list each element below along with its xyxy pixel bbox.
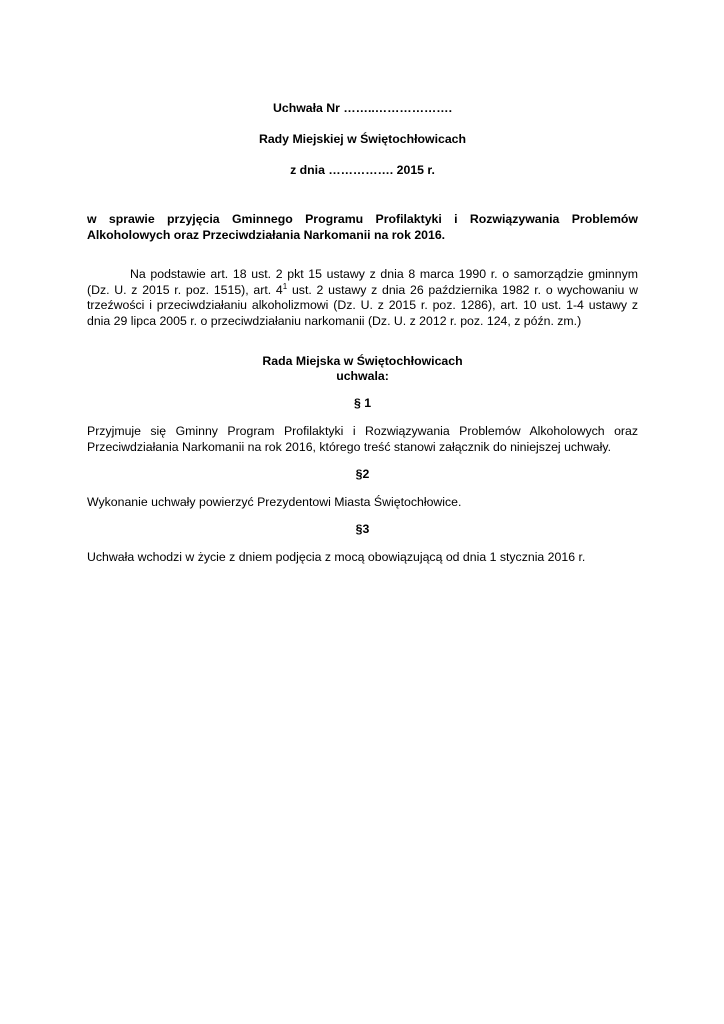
resolution-subject: w sprawie przyjęcia Gminnego Programu Profilaktyki i Rozwiązywania Problemów Alkoholowych oraz Przeciwdziałania Narkomanii na rok 2016. (87, 212, 638, 242)
section-2-mark: §2 (355, 467, 370, 481)
legal-basis-paragraph (87, 267, 638, 329)
resolves-council: Rada Miejska w Świętochłowicach (262, 354, 463, 368)
legal-basis-part-1: Na podstawie art. 18 ust. 2 pkt 15 ustawy z dnia 8 marca 1990 r. o samorządzie gminnym (Dz. U. z 2015 r. poz. 1515), art. 4 (87, 267, 638, 297)
section-2-text: Wykonanie uchwały powierzyć Prezydentowi Miasta Świętochłowice. (87, 495, 462, 509)
resolution-number: Uchwała Nr ……..………………. (272, 101, 452, 115)
resolves-verb: uchwala: (336, 369, 389, 383)
council-name: Rady Miejskiej w Świętochłowicach (258, 132, 467, 146)
section-3-text: Uchwała wchodzi w życie z dniem podjęcia z mocą obowiązującą od dnia 1 stycznia 2016 r. (87, 550, 586, 564)
section-1-mark: § 1 (353, 396, 372, 410)
section-3-mark: §3 (355, 522, 370, 536)
legal-basis-part-2: ust. 2 ustawy z dnia 26 października 1982 r. o wychowaniu w trzeźwości i przeciwdziałaniu alkoholizmowi (Dz. U. z 2015 r. poz. 1286), art. 10 ust. 1-4 ustawy z dnia 29 lipca 2005 r. o przeciwdziałaniu narkomanii (Dz. U. z 2012 r. poz. 124, z późn. zm.) (87, 282, 638, 328)
resolution-date: z dnia ……………. 2015 r. (290, 163, 435, 177)
legal-basis-superscript: 1 (282, 281, 288, 291)
section-1-text: Przyjmuje się Gminny Program Profilaktyki i Rozwiązywania Problemów Alkoholowych oraz Przeciwdziałania Narkomanii na rok 2016, którego treść stanowi załącznik do niniejszej uchwały. (87, 424, 638, 454)
